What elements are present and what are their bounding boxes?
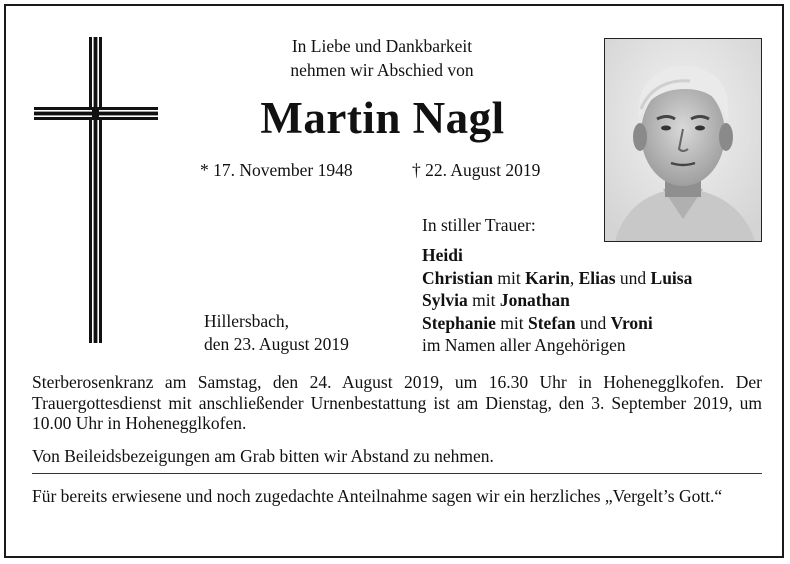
portrait-photo [604,38,762,242]
mourner-line [422,334,692,357]
cross-icon [34,37,158,343]
mourner-name: Christian [422,267,493,288]
mourner-line [422,312,692,335]
divider [32,473,762,474]
mourner-connector: mit [492,267,526,288]
mourner-line [422,289,692,312]
condolence-notice: Von Beileidsbezeigungen am Grab bitten wir Abstand zu nehmen. [32,446,494,466]
place-and-date [204,310,349,355]
mourner-name: Sylvia [422,290,468,310]
portrait-image [605,39,761,241]
intro-text [232,34,532,82]
mourner-connector: und [575,312,611,333]
mourner-connector: im Namen aller Angehörigen [422,335,626,355]
mourner-name: Heidi [422,245,463,265]
mourner-connector: , [569,267,579,288]
mourner-line [422,244,692,267]
mourner-line [422,267,692,290]
mourner-connector: mit [495,312,528,333]
intro-line-2: nehmen wir Abschied von [290,60,474,80]
mourner-connector: und [615,267,651,288]
mourner-name: Elias [578,267,616,288]
mourner-name: Jonathan [499,290,570,310]
mourners-intro: In stiller Trauer: [422,215,536,235]
thanks-notice: Für bereits erwiesene und noch zugedachte Anteilnahme sagen wir ein herzliches „Vergelt’s Gott.“ [32,486,723,506]
mourner-name: Vroni [610,312,653,333]
deceased-name: Martin Nagl [260,93,505,143]
funeral-notice: Sterberosenkranz am Samstag, den 24. August 2019, um 16.30 Uhr in Hohenegglkofen. Der Trauergottesdienst mit anschließender Urnenbestattung ist am Dienstag, den 3. September 2019, um 10.00 Uhr in Hohenegglkofen. [32,372,762,433]
intro-line-1: In Liebe und Dankbarkeit [291,36,473,56]
mourners-list [422,244,692,357]
birth-date: * 17. November 1948 [200,160,353,180]
mourner-name: Stephanie [422,312,496,333]
mourner-name: Karin [525,267,570,288]
date: den 23. August 2019 [204,333,349,354]
mourner-connector: mit [467,290,500,310]
mourner-name: Luisa [650,267,693,288]
place: Hillersbach, [204,311,290,331]
death-date: † 22. August 2019 [412,160,541,180]
mourner-name: Stefan [528,312,576,333]
